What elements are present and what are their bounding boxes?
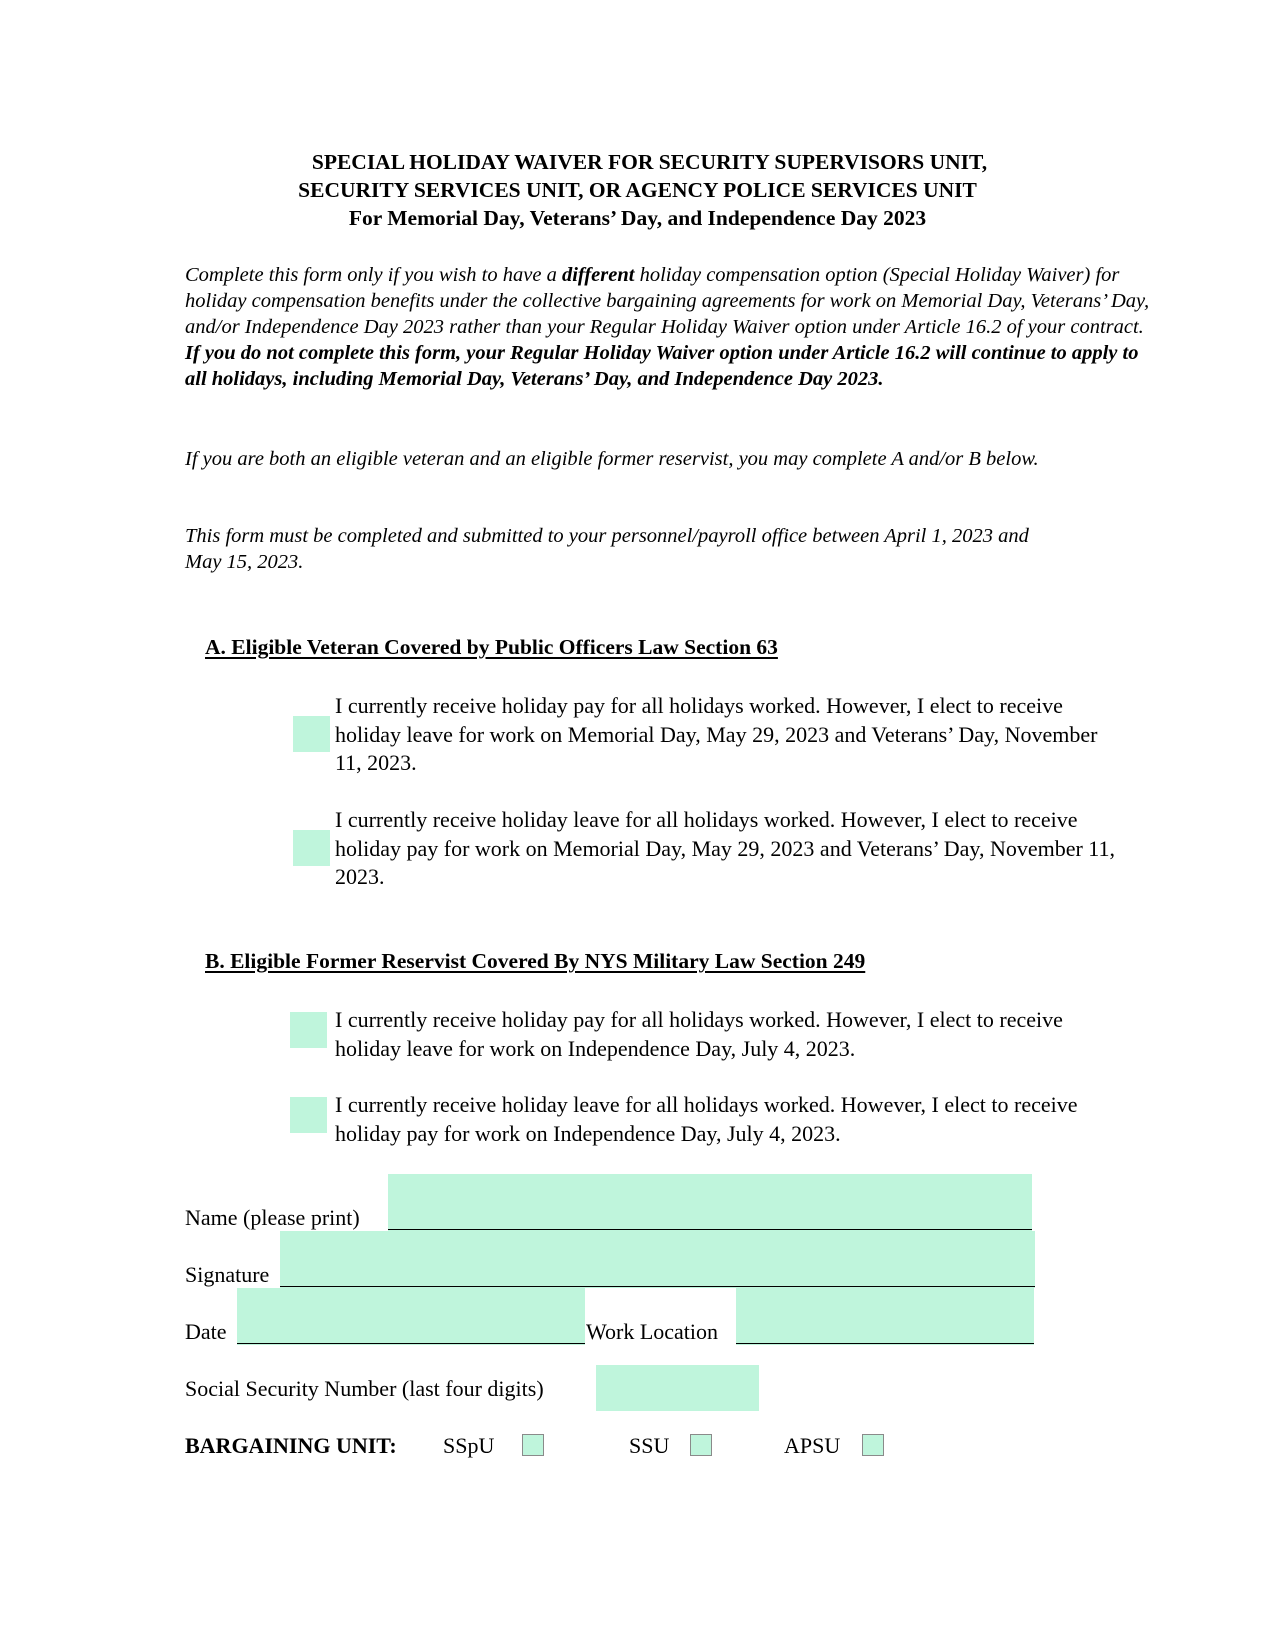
name-label: Name (please print)	[185, 1205, 360, 1230]
bargaining-unit-ssu-checkbox[interactable]	[690, 1434, 712, 1456]
date-input[interactable]	[237, 1288, 585, 1345]
section-b-option1-text: I currently receive holiday pay for all holidays worked. However, I elect to receive holiday leave for work on Independence Day, July 4, 2023.	[335, 1007, 1063, 1061]
ssn-input[interactable]	[596, 1365, 759, 1411]
signature-input[interactable]	[280, 1231, 1035, 1288]
section-a-option1-text: I currently receive holiday pay for all holidays worked. However, I elect to receive holiday leave for work on Memorial Day, May 29, 2023 and Veterans’ Day, November 11, 2023.	[335, 693, 1098, 775]
bargaining-unit-sspu-label: SSpU	[443, 1433, 495, 1458]
date-underline	[237, 1343, 585, 1344]
section-b-option1-checkbox[interactable]	[290, 1012, 327, 1048]
name-underline	[388, 1229, 1032, 1230]
section-a-option1-checkbox[interactable]	[293, 716, 330, 752]
section-a-option2-checkbox[interactable]	[293, 830, 330, 866]
intro-paragraph-2: If you are both an eligible veteran and an eligible former reservist, you may complete A and/or B below.	[185, 448, 1039, 470]
intro-warning: If you do not complete this form, your Regular Holiday Waiver option under Article 16.2 will continue to apply to all holidays, including Memorial Day, Veterans’ Day, and Independence Day 2023.	[185, 342, 1139, 390]
bargaining-unit-label: BARGAINING UNIT:	[185, 1433, 397, 1458]
section-a-heading: A. Eligible Veteran Covered by Public Officers Law Section 63	[205, 635, 778, 659]
bargaining-unit-apsu-label: APSU	[784, 1433, 841, 1458]
ssn-label: Social Security Number (last four digits)	[185, 1376, 544, 1401]
date-label: Date	[185, 1319, 227, 1344]
intro-paragraph-3: This form must be completed and submitted to your personnel/payroll office between April 1, 2023 and May 15, 2023.	[185, 525, 1029, 573]
name-input[interactable]	[388, 1174, 1032, 1231]
work-location-underline	[736, 1343, 1034, 1344]
intro-paragraph-1: Complete this form only if you wish to have a different holiday compensation option (Special Holiday Waiver) for holiday compensation benefits under the collective bargaining agreements for work on Memorial Day, Veterans’ Day, and/or Independence Day 2023 rather than your Regular Holiday Waiver option under Article 16.2 of your contract. If you do not complete this form, your Regular Holiday Waiver option under Article 16.2 will continue to apply to all holidays, including Memorial Day, Veterans’ Day, and Independence Day 2023.	[185, 264, 1150, 390]
section-a-option2-text: I currently receive holiday leave for all holidays worked. However, I elect to receive holiday pay for work on Memorial Day, May 29, 2023 and Veterans’ Day, November 11, 2023.	[335, 807, 1115, 889]
section-b-heading: B. Eligible Former Reservist Covered By NYS Military Law Section 249	[205, 949, 866, 973]
form-title-line-3: For Memorial Day, Veterans’ Day, and Independence Day 2023	[348, 206, 927, 230]
bargaining-unit-sspu-checkbox[interactable]	[522, 1434, 544, 1456]
form-title-line-2: SECURITY SERVICES UNIT, OR AGENCY POLICE SERVICES UNIT	[298, 178, 977, 202]
section-b-option2-text: I currently receive holiday leave for all holidays worked. However, I elect to receive holiday pay for work on Independence Day, July 4, 2023.	[335, 1092, 1078, 1146]
work-location-label: Work Location	[586, 1319, 719, 1344]
work-location-input[interactable]	[736, 1288, 1034, 1345]
form-title-line-1: SPECIAL HOLIDAY WAIVER FOR SECURITY SUPERVISORS UNIT,	[311, 150, 988, 174]
bargaining-unit-apsu-checkbox[interactable]	[862, 1434, 884, 1456]
section-b-option2-checkbox[interactable]	[290, 1097, 327, 1133]
bargaining-unit-ssu-label: SSU	[629, 1433, 670, 1458]
signature-label: Signature	[185, 1262, 270, 1287]
signature-underline	[280, 1286, 1035, 1287]
emphasis-different: different	[561, 264, 635, 286]
